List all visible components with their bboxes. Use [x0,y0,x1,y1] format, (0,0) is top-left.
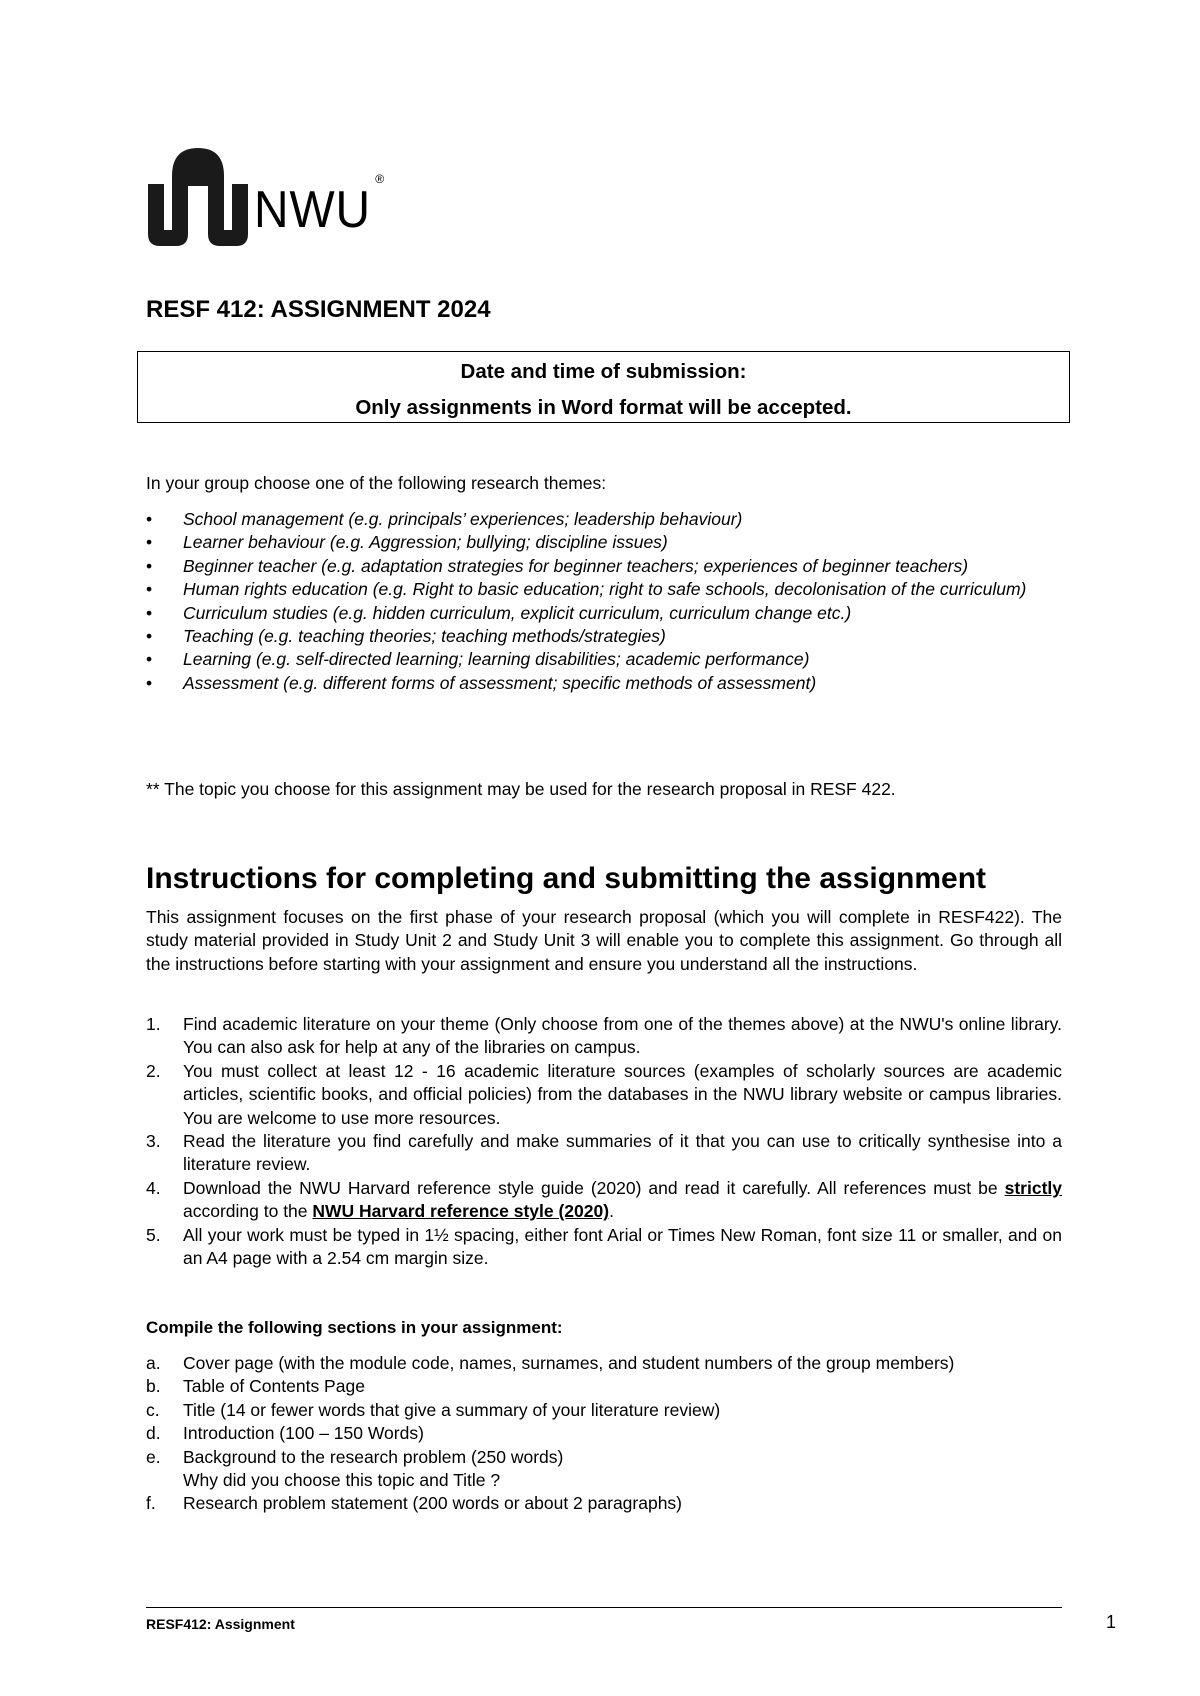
theme-text: Beginner teacher (e.g. adaptation strategies for beginner teachers; experiences of beginner teachers) [183,555,969,576]
nwu-emblem-icon [146,146,250,250]
section-letter: b. [146,1376,161,1397]
step-number: 1. [146,1014,161,1034]
word-format-note: Only assignments in Word format will be accepted. [355,396,852,419]
themes-list [146,508,1062,695]
submission-box [137,351,1070,423]
list-item [146,1375,1062,1398]
harvard-style-emphasis: NWU Harvard reference style (2020) [312,1201,610,1222]
bullet-icon: • [146,555,153,576]
step-text: Find academic literature on your theme (Only choose from one of the themes above) at the NWU's online library. You can also ask for help at any of the libraries on campus. [183,1014,1062,1058]
footer-divider [146,1607,1062,1608]
step-text: . [609,1201,614,1222]
theme-text: Learning (e.g. self-directed learning; learning disabilities; academic performance) [183,649,810,670]
themes-intro: In your group choose one of the following research themes: [146,473,607,493]
sections-list [146,1352,1062,1516]
list-item [146,672,1062,695]
bullet-icon: • [146,579,153,600]
list-item [146,625,1062,648]
section-subtext: Why did you choose this topic and Title ? [183,1470,501,1491]
submission-date-label: Date and time of submission: [460,360,747,383]
theme-text: School management (e.g. principals’ experiences; leadership behaviour) [183,509,743,529]
section-text: Table of Contents Page [183,1376,365,1397]
bullet-icon: • [146,509,153,529]
list-item [146,602,1062,625]
page-number: 1 [1106,1612,1117,1632]
step-number: 3. [146,1131,161,1152]
list-item [146,531,1062,554]
list-item [146,1446,1062,1493]
list-item [146,1224,1062,1271]
bullet-icon: • [146,649,153,670]
theme-text: Curriculum studies (e.g. hidden curriculum, explicit curriculum, curriculum change etc.) [183,602,852,623]
theme-text: Human rights education (e.g. Right to basic education; right to safe schools, decolonisation of the curriculum) [183,579,1027,600]
list-item [146,555,1062,578]
list-item [146,508,1062,531]
list-item [146,648,1062,671]
registered-mark: ® [375,172,385,186]
step-number: 2. [146,1060,161,1081]
step-text: Download the NWU Harvard reference style guide (2020) and read it carefully. All references must be [183,1177,1005,1198]
bullet-icon: • [146,672,153,693]
section-text: Research problem statement (200 words or about 2 paragraphs) [183,1493,683,1514]
section-text: Cover page (with the module code, names, surnames, and student numbers of the group members) [183,1353,955,1373]
list-item [146,1060,1062,1130]
theme-text: Teaching (e.g. teaching theories; teaching methods/strategies) [183,626,666,647]
instructions-heading: Instructions for completing and submitting the assignment [146,862,987,895]
instructions-paragraph: This assignment focuses on the first phase of your research proposal (which you will complete in RESF422). The study material provided in Study Unit 2 and Study Unit 3 will enable you to complete this assignment. Go through all the instructions before starting with your assignment and ensure you understand all the instructions. [146,907,1062,974]
section-letter: c. [146,1399,160,1420]
step-text: according to the [183,1201,313,1222]
section-letter: e. [146,1446,161,1467]
list-item [146,1399,1062,1422]
list-item [146,1352,1062,1375]
compile-heading: Compile the following sections in your assignment: [146,1318,563,1337]
section-letter: d. [146,1423,161,1444]
step-text: All your work must be typed in 1½ spacing, either font Arial or Times New Roman, font size 11 or smaller, and on an A4 page with a 2.54 cm margin size. [183,1224,1062,1269]
strictly-emphasis: strictly [1004,1177,1062,1198]
step-number: 5. [146,1224,161,1245]
section-letter: a. [146,1353,161,1373]
nwu-logo [146,146,384,250]
step-number: 4. [146,1177,161,1198]
list-item [146,1013,1062,1060]
section-text: Title (14 or fewer words that give a summary of your literature review) [183,1399,721,1420]
section-letter: f. [146,1493,156,1514]
list-item [146,1492,1062,1515]
logo-wordmark: NWU [254,181,372,239]
theme-text: Assessment (e.g. different forms of assessment; specific methods of assessment) [183,672,817,693]
list-item [146,1177,1062,1224]
bullet-icon: • [146,602,153,623]
section-text: Background to the research problem (250 words) [183,1446,564,1467]
bullet-icon: • [146,626,153,647]
footer-module: RESF412: Assignment [146,1616,295,1632]
topic-note: ** The topic you choose for this assignment may be used for the research proposal in RESF 422. [146,779,896,799]
instructions-steps [146,1013,1062,1270]
list-item [146,1130,1062,1177]
step-text: Read the literature you find carefully and make summaries of it that you can use to critically synthesise into a literature review. [183,1131,1062,1175]
document-title: RESF 412: ASSIGNMENT 2024 [146,296,491,323]
bullet-icon: • [146,532,153,553]
theme-text: Learner behaviour (e.g. Aggression; bullying; discipline issues) [183,532,668,553]
list-item [146,1422,1062,1445]
step-text: You must collect at least 12 - 16 academic literature sources (examples of scholarly sources are academic articles, scientific books, and official policies) from the databases in the NWU library website or campus libraries. You are welcome to use more resources. [183,1060,1062,1128]
section-text: Introduction (100 – 150 Words) [183,1423,424,1444]
list-item [146,578,1062,601]
